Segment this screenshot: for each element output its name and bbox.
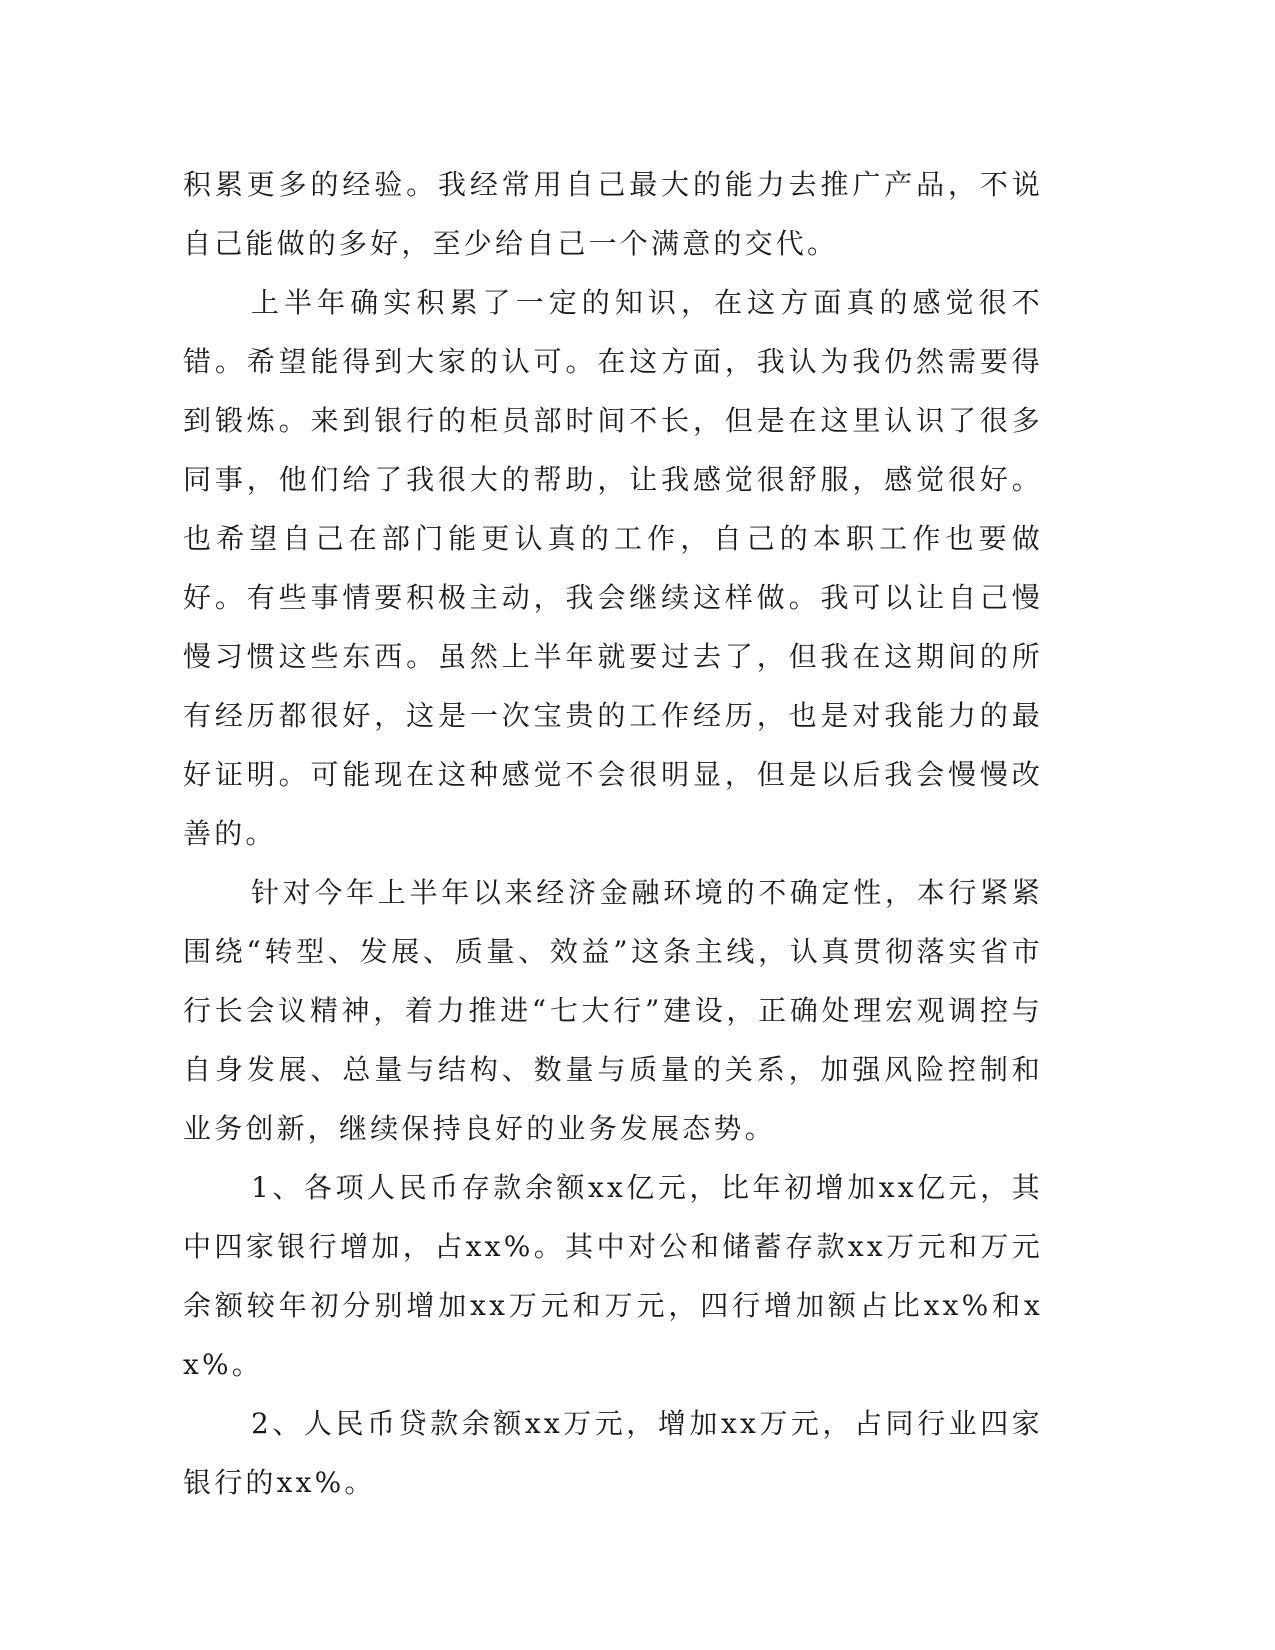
paragraph-experience: 积累更多的经验。我经常用自己最大的能力去推广产品，不说自己能做的多好，至少给自己一个满意的交代。 xyxy=(183,168,1043,260)
paragraph-loan-figures: 2、人民币贷款余额xx万元，增加xx万元，占同行业四家银行的xx%。 xyxy=(183,1407,1043,1499)
paragraph-deposit-figures: 1、各项人民币存款余额xx亿元，比年初增加xx亿元，其中四家银行增加，占xx%。其中对公和储蓄存款xx万元和万元余额较年初分别增加xx万元和万元，四行增加额占比xx%和xx%。 xyxy=(183,1171,1043,1381)
paragraph-first-half-reflection: 上半年确实积累了一定的知识，在这方面真的感觉很不错。希望能得到大家的认可。在这方面，我认为我仍然需要得到锻炼。来到银行的柜员部时间不长，但是在这里认识了很多同事，他们给了我很大的帮助，让我感觉很舒服，感觉很好。也希望自己在部门能更认真的工作，自己的本职工作也要做好。有些事情要积极主动，我会继续这样做。我可以让自己慢慢习惯这些东西。虽然上半年就要过去了，但我在这期间的所有经历都很好，这是一次宝贵的工作经历，也是对我能力的最好证明。可能现在这种感觉不会很明显，但是以后我会慢慢改善的。 xyxy=(183,286,1043,850)
paragraph-business-overview: 针对今年上半年以来经济金融环境的不确定性，本行紧紧围绕“转型、发展、质量、效益”这条主线，认真贯彻落实省市行长会议精神，着力推进“七大行”建设，正确处理宏观调控与自身发展、总量与结构、数量与质量的关系，加强风险控制和业务创新，继续保持良好的业务发展态势。 xyxy=(183,876,1043,1145)
document-body xyxy=(183,155,1043,1512)
